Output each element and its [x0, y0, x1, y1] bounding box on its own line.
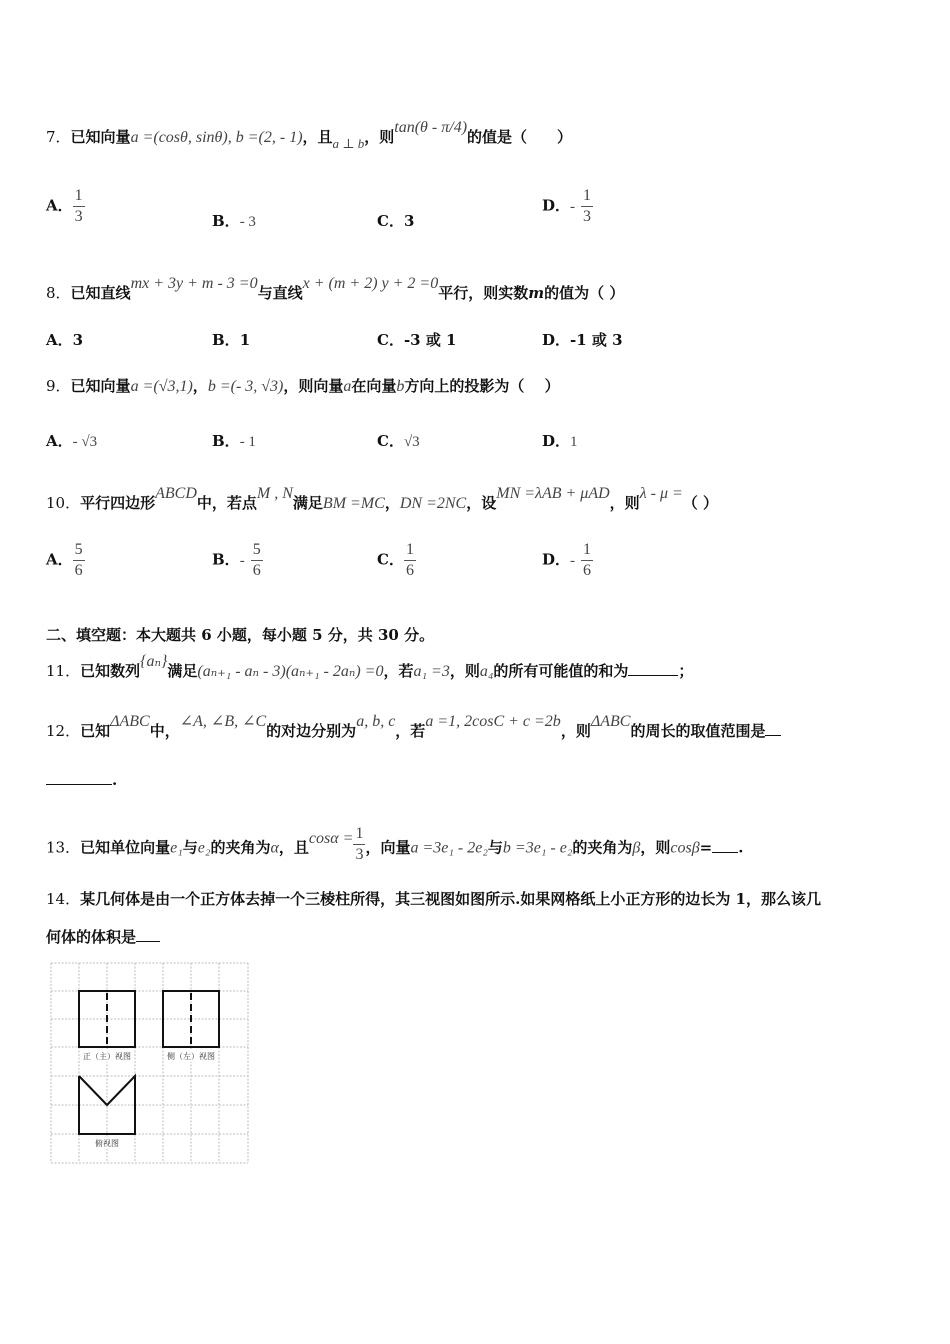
q10-option-a: A． $\frac{5}{6}$ [46, 541, 83, 579]
question-text: 某几何体是由一个正方体去掉一个三棱柱所得，其三视图如图所示.如果网格纸上小正方形的边长为 1，那么该几 [80, 890, 821, 908]
question-14 [46, 888, 821, 909]
math-expr: a₁ =3 [413, 663, 450, 680]
q8-option-c: C．-3 或 1 [377, 331, 457, 349]
q8-option-b: B．1 [212, 331, 251, 349]
question-10: 10．平行四边形ABCD中，若点M , N满足BM =MC，DN =2NC，设MN =λAB + μAD，则λ - μ =（ ） [46, 485, 719, 512]
fraction: $\frac{1}{6}$ [583, 541, 592, 579]
math-expr: ΔABC [590, 713, 631, 730]
question-9: 9．已知向量a =(√3,1)，b =(- 3, √3)，则向量a在向量b方向上的投影为（ ） [46, 377, 560, 395]
question-7: 7．已知向量a =(cosθ, sinθ), b =(2, - 1)，且a ⊥ b，则tan(θ - π/4)的值是（ ） [46, 119, 573, 151]
question-number: 7． [46, 128, 71, 146]
fraction: $\frac{1}{3}$ [355, 825, 364, 863]
q9-option-b: B．- 1 [212, 432, 256, 450]
question-number: 8． [46, 284, 71, 302]
math-expr: a ⊥ b [332, 136, 365, 151]
math-expr: mx + 3y + m - 3 =0 [130, 275, 258, 292]
q7-option-b: B．- 3 [212, 212, 256, 230]
question-13: 13．已知单位向量e₁与e₂的夹角为α，且cosα = $\frac{1}{3}$ ，向量a =3e₁ - 2e₂与b =3e₁ - e₂的夹角为β，则cosβ= . [46, 825, 744, 863]
math-expr: M , N [256, 485, 293, 502]
question-number: 10． [46, 494, 81, 512]
q7-option-d: D．- $\frac{1}{3}$ [542, 187, 592, 225]
question-12-continued: . [46, 770, 117, 789]
math-expr: cosβ [670, 839, 700, 857]
math-expr: a =3e₁ - 2e₂ [410, 839, 488, 857]
q10-option-b: B．- $\frac{5}{6}$ [212, 541, 261, 579]
answer-blank[interactable] [765, 721, 781, 736]
math-expr: ABCD [155, 485, 197, 502]
question-14-continued [46, 926, 160, 947]
math-expr: a₄ [479, 663, 494, 680]
math-expr: MN =λAB + μAD [496, 485, 610, 502]
question-number: 14． [46, 890, 81, 908]
question-number: 12． [46, 722, 81, 740]
math-expr: e₂ [197, 839, 211, 857]
q10-option-c: C． $\frac{1}{6}$ [377, 541, 414, 579]
q8-option-a: A．3 [46, 331, 84, 349]
top-view-label: 俯视图 [95, 1139, 119, 1148]
q9-option-c: C．√3 [377, 432, 420, 450]
answer-blank[interactable] [136, 927, 160, 942]
math-expr: a [343, 378, 352, 395]
question-11: 11．已知数列{aₙ}满足(aₙ₊₁ - aₙ - 3)(aₙ₊₁ - 2aₙ) =0，若a₁ =3，则a₄的所有可能值的和为 ； [46, 653, 694, 680]
answer-blank[interactable] [712, 838, 738, 853]
q7-option-c: C．3 [377, 212, 415, 230]
side-view-label: 侧（左）视图 [167, 1052, 215, 1061]
math-expr: α [270, 839, 279, 857]
q7-option-a: A． $\frac{1}{3}$ [46, 187, 83, 225]
question-number: 9． [46, 377, 71, 395]
math-expr: a =(√3,1) [130, 378, 193, 395]
fraction: $\frac{5}{6}$ [252, 541, 261, 579]
question-12: 12．已知ΔABC中，∠A, ∠B, ∠C的对边分别为a, b, c，若a =1, 2cosC + c =2b，则ΔABC的周长的取值范围是 [46, 720, 781, 741]
math-expr: tan(θ - π/4) [394, 119, 468, 136]
q10-option-d: D．- $\frac{1}{6}$ [542, 541, 592, 579]
three-view-figure [50, 962, 252, 1166]
answer-blank[interactable] [46, 770, 112, 785]
answer-blank[interactable] [628, 661, 678, 676]
math-expr: β [632, 839, 641, 857]
question-text: 何体的体积是 [46, 928, 137, 946]
math-expr: DN =2NC [399, 495, 467, 512]
front-view-label: 正（主）视图 [83, 1052, 131, 1061]
math-expr: x + (m + 2) y + 2 =0 [302, 275, 439, 292]
fraction: $\frac{1}{3}$ [74, 187, 83, 225]
question-8: 8．已知直线mx + 3y + m - 3 =0与直线x + (m + 2) y + 2 =0平行，则实数m的值为（ ） [46, 275, 625, 302]
math-expr: b =(- 3, √3) [207, 378, 284, 395]
section-heading: 二、填空题：本大题共 6 小题，每小题 5 分，共 30 分。 [46, 626, 435, 644]
math-expr: cosα = [308, 829, 354, 847]
fraction: $\frac{1}{6}$ [405, 541, 414, 579]
q9-option-d: D．1 [542, 432, 578, 450]
math-expr: BM =MC [322, 495, 385, 512]
fraction: $\frac{1}{3}$ [583, 187, 592, 225]
math-expr: e₁ [170, 839, 183, 857]
math-expr: ΔABC [110, 713, 150, 730]
q8-option-d: D．-1 或 3 [542, 331, 623, 349]
question-number: 11． [46, 662, 81, 680]
math-expr: a, b, c [356, 713, 396, 730]
math-expr: a =1, 2cosC + c =2b [425, 713, 561, 730]
math-expr: b =3e₁ - e₂ [502, 839, 573, 857]
math-expr: (aₙ₊₁ - aₙ - 3)(aₙ₊₁ - 2aₙ) =0 [197, 663, 384, 680]
math-expr: a =(cosθ, sinθ), b =(2, - 1) [130, 129, 303, 146]
math-expr: b [396, 378, 405, 395]
question-number: 13． [46, 838, 81, 857]
math-expr: λ - μ = [639, 485, 683, 502]
q9-option-a: A．- √3 [46, 432, 98, 450]
fraction: $\frac{5}{6}$ [74, 541, 83, 579]
math-expr: {aₙ} [140, 653, 168, 670]
math-expr: ∠A, ∠B, ∠C [179, 713, 267, 730]
